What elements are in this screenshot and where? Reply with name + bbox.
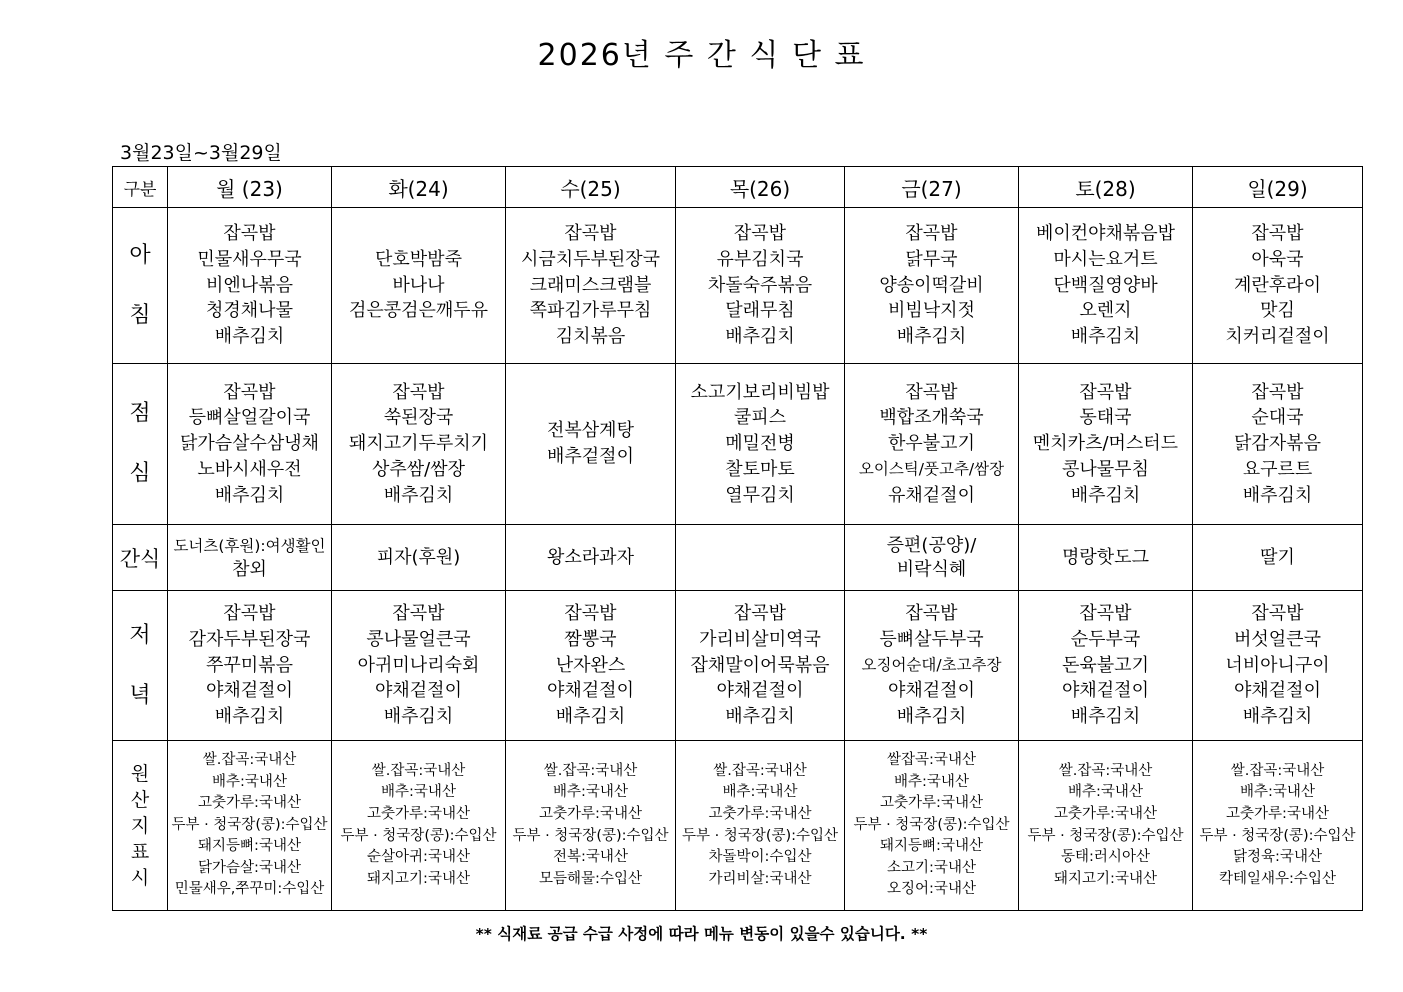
- menu-item: 시금치두부된장국: [520, 248, 661, 270]
- day-header: 일(29): [1193, 167, 1363, 208]
- origin-cell: [506, 741, 676, 911]
- menu-item: 오징어:국내산: [887, 881, 976, 898]
- menu-item: 잡채말이어묵볶음: [690, 654, 830, 676]
- meal-cell: [676, 208, 845, 364]
- page-title: 2026년 주 간 식 단 표: [537, 38, 866, 73]
- menu-item: 고춧가루:국내산: [1226, 805, 1329, 822]
- menu-item: 달래무침: [725, 300, 795, 322]
- menu-item: 돈육불고기: [1062, 654, 1149, 676]
- origin-cell: [332, 741, 506, 911]
- menu-item: 순대국: [1251, 407, 1304, 429]
- origin-cell: [1019, 741, 1193, 911]
- header-label: 구분: [113, 167, 168, 208]
- menu-item: 비빔낙지젓: [888, 300, 975, 322]
- menu-item: 도너츠(후원):여생활인: [173, 536, 326, 555]
- menu-item: 쌀.잡곡:국내산: [713, 762, 807, 779]
- menu-item: 두부 · 청국장(콩):수입산: [340, 827, 497, 844]
- menu-item: 두부 · 청국장(콩):수입산: [681, 827, 839, 844]
- menu-item: 쑥된장국: [383, 407, 454, 429]
- menu-item: 배추김치: [725, 326, 795, 348]
- dinner-row: [113, 591, 1363, 741]
- menu-item: 배추김치: [1242, 706, 1313, 728]
- meal-cell: [1193, 364, 1363, 525]
- menu-item: 메밀전병: [725, 433, 795, 455]
- meal-cell: [168, 591, 332, 741]
- menu-item: 배추김치: [214, 326, 285, 348]
- row-label-breakfast: 아 침: [113, 208, 168, 364]
- menu-item: 고춧가루:국내산: [539, 805, 642, 822]
- menu-item: 닭가슴살:국내산: [198, 859, 301, 876]
- menu-item: 유부김치국: [716, 248, 804, 270]
- menu-item: 오이스틱/풋고추/쌈장: [858, 459, 1005, 478]
- meal-cell: [332, 208, 506, 364]
- menu-item: 배추김치: [555, 706, 626, 728]
- breakfast-row: [113, 208, 1363, 364]
- menu-item: 순두부국: [1070, 628, 1141, 650]
- origin-cell: [845, 741, 1019, 911]
- day-header: 수(25): [506, 167, 676, 208]
- menu-item: 치커리겉절이: [1225, 326, 1330, 348]
- menu-item: 단백질영양바: [1053, 274, 1158, 296]
- menu-item: 증편(공양)/: [886, 534, 977, 556]
- menu-item: 배추:국내산: [1068, 784, 1143, 801]
- menu-item: 배추김치: [1070, 484, 1141, 506]
- menu-item: 칵테일새우:수입산: [1219, 870, 1336, 887]
- menu-item: 고춧가루:국내산: [367, 805, 470, 822]
- menu-item: 야채겉절이: [206, 680, 293, 702]
- menu-item: 비엔나볶음: [206, 274, 293, 296]
- lunch-row: [113, 364, 1363, 525]
- menu-item: 유채겉절이: [888, 484, 975, 506]
- day-header: 월 (23): [168, 167, 332, 208]
- meal-cell: [506, 364, 676, 525]
- menu-item: 콩나물무침: [1062, 458, 1149, 480]
- menu-item: 참외: [232, 558, 267, 580]
- menu-item: 등뼈살얼갈이국: [188, 407, 311, 429]
- menu-item: 배추김치: [214, 484, 285, 506]
- meal-cell: [332, 364, 506, 525]
- meal-cell: [845, 208, 1019, 364]
- menu-item: 두부 · 청국장(콩):수입산: [171, 816, 328, 833]
- menu-item: 잡곡밥: [392, 381, 445, 403]
- menu-item: 야채겉절이: [1234, 680, 1321, 702]
- meal-cell: [332, 591, 506, 741]
- menu-item: 배추:국내산: [381, 784, 456, 801]
- menu-item: 닭가슴살수삼냉채: [179, 433, 320, 455]
- menu-item: 비락식혜: [896, 558, 967, 580]
- menu-item: 잡곡밥: [733, 603, 787, 624]
- meal-cell: [1019, 364, 1193, 525]
- menu-item: 배추김치: [1242, 484, 1313, 506]
- menu-item: 순살아귀:국내산: [367, 849, 470, 866]
- menu-item: 백합조개쑥국: [879, 407, 984, 429]
- menu-item: 돼지고기두루치기: [348, 433, 489, 455]
- snack-cell: [1019, 525, 1193, 591]
- snack-cell: [1193, 525, 1363, 591]
- menu-item: 왕소라과자: [547, 546, 634, 568]
- meal-cell: [1019, 591, 1193, 741]
- menu-item: 멘치카츠/머스터드: [1032, 433, 1179, 455]
- menu-item: 단호박밤죽: [375, 248, 462, 270]
- menu-item: 모듬해물:수입산: [539, 870, 642, 887]
- menu-item: 잡곡밥: [1251, 223, 1304, 244]
- menu-item: 고춧가루:국내산: [198, 795, 301, 812]
- menu-item: 민물새우무국: [197, 248, 302, 270]
- menu-item: 쌀잡곡:국내산: [887, 751, 976, 768]
- snack-cell: [332, 525, 506, 591]
- menu-item: 닭무국: [905, 248, 958, 270]
- menu-item: 잡곡밥: [223, 381, 276, 403]
- menu-item: 배추김치: [896, 326, 967, 348]
- menu-item: 소고기:국내산: [887, 859, 976, 876]
- menu-item: 배추:국내산: [212, 773, 287, 790]
- menu-item: 오징어순대/초고추장: [861, 655, 1002, 674]
- menu-item: 야채겉절이: [716, 680, 804, 702]
- meal-cell: [845, 591, 1019, 741]
- snack-cell: [168, 525, 332, 591]
- menu-item: 찰토마토: [725, 458, 795, 480]
- menu-item: 잡곡밥: [1079, 603, 1132, 624]
- menu-item: 김치볶음: [555, 326, 626, 348]
- menu-item: 배추김치: [1070, 706, 1141, 728]
- menu-item: 쌀.잡곡:국내산: [1058, 762, 1153, 779]
- menu-item: 민물새우,쭈꾸미:수입산: [174, 881, 325, 898]
- menu-item: 돼지고기:국내산: [367, 870, 470, 887]
- menu-item: 돼지고기:국내산: [1054, 870, 1157, 887]
- menu-item: 너비아니구이: [1225, 654, 1330, 676]
- menu-item: 가리비살:국내산: [708, 870, 812, 887]
- menu-item: 바나나: [392, 274, 445, 296]
- menu-item: 배추김치: [1070, 326, 1141, 348]
- menu-item: 돼지등뼈:국내산: [880, 838, 983, 855]
- menu-item: 아욱국: [1251, 248, 1304, 270]
- menu-item: 야채겉절이: [375, 680, 462, 702]
- day-header: 금(27): [845, 167, 1019, 208]
- menu-item: 고춧가루:국내산: [1054, 805, 1157, 822]
- menu-item: 쌀.잡곡:국내산: [543, 762, 638, 779]
- menu-item: 고춧가루:국내산: [708, 805, 812, 822]
- menu-item: 배추김치: [214, 706, 285, 728]
- origin-row: [113, 741, 1363, 911]
- origin-cell: [1193, 741, 1363, 911]
- menu-item: 마시는요거트: [1053, 248, 1158, 270]
- menu-item: 쌀.잡곡:국내산: [202, 751, 297, 768]
- menu-item: 잡곡밥: [905, 223, 958, 244]
- menu-item: 배추:국내산: [553, 784, 628, 801]
- menu-item: 감자두부된장국: [188, 628, 311, 650]
- meal-cell: [506, 591, 676, 741]
- menu-item: 버섯얼큰국: [1234, 628, 1321, 650]
- menu-item: 야채겉절이: [1062, 680, 1149, 702]
- menu-item: 쌀.잡곡:국내산: [371, 762, 466, 779]
- meal-cell: [1193, 591, 1363, 741]
- menu-item: 등뼈살두부국: [879, 628, 984, 650]
- menu-item: 짬뽕국: [564, 628, 617, 650]
- weekly-menu-table: [112, 166, 1363, 911]
- menu-item: 야채겉절이: [547, 680, 634, 702]
- menu-item: 배추겉절이: [547, 446, 634, 467]
- menu-item: 두부 · 청국장(콩):수입산: [853, 816, 1010, 833]
- menu-item: 딸기: [1260, 546, 1295, 568]
- snack-row: [113, 525, 1363, 591]
- menu-item: 쿨피스: [733, 407, 787, 429]
- menu-item: 전복:국내산: [553, 849, 628, 866]
- menu-item: 두부 · 청국장(콩):수입산: [1199, 827, 1356, 844]
- menu-item: 난자완스: [555, 654, 626, 676]
- menu-item: 돼지등뼈:국내산: [198, 838, 301, 855]
- menu-item: 동태국: [1079, 407, 1132, 429]
- menu-item: 쪽파김가루무침: [529, 300, 652, 322]
- menu-item: 잡곡밥: [1251, 381, 1304, 403]
- meal-cell: [168, 208, 332, 364]
- row-label-dinner: 저 녁: [113, 591, 168, 741]
- menu-item: 잡곡밥: [564, 223, 617, 244]
- menu-item: 잡곡밥: [564, 603, 617, 624]
- menu-item: 배추:국내산: [722, 784, 798, 801]
- row-label-snack: 간식: [113, 525, 168, 591]
- menu-item: 가리비살미역국: [699, 628, 821, 650]
- day-header: 목(26): [676, 167, 845, 208]
- snack-cell: [845, 525, 1019, 591]
- menu-item: 닭감자볶음: [1234, 433, 1321, 455]
- menu-item: 청경채나물: [206, 300, 293, 322]
- menu-item: 두부 · 청국장(콩):수입산: [1027, 827, 1184, 844]
- menu-item: 콩나물얼큰국: [366, 628, 471, 650]
- menu-item: 고춧가루:국내산: [880, 795, 983, 812]
- header-row: [113, 167, 1363, 208]
- menu-item: 크래미스크램블: [529, 274, 652, 296]
- day-header: 화(24): [332, 167, 506, 208]
- menu-item: 열무김치: [725, 484, 795, 506]
- menu-item: 잡곡밥: [905, 381, 958, 403]
- origin-cell: [168, 741, 332, 911]
- menu-item: 오렌지: [1079, 300, 1132, 322]
- date-range: 3월23일~3월29일: [120, 142, 282, 164]
- menu-item: 동태:러시아산: [1061, 849, 1150, 866]
- menu-item: 베이컨야채볶음밥: [1035, 223, 1176, 244]
- menu-item: 두부 · 청국장(콩):수입산: [512, 827, 669, 844]
- menu-item: 잡곡밥: [1251, 603, 1304, 624]
- meal-cell: [506, 208, 676, 364]
- menu-item: 쭈꾸미볶음: [206, 654, 293, 676]
- menu-item: 야채겉절이: [888, 680, 975, 702]
- menu-item: 잡곡밥: [905, 603, 958, 624]
- menu-item: 계란후라이: [1234, 274, 1321, 296]
- menu-item: 한우불고기: [888, 433, 975, 455]
- day-header: 토(28): [1019, 167, 1193, 208]
- menu-item: 요구르트: [1242, 458, 1313, 480]
- meal-cell: [676, 364, 845, 525]
- menu-item: 잡곡밥: [223, 223, 276, 244]
- menu-item: 잡곡밥: [1079, 381, 1132, 403]
- menu-item: 피자(후원): [376, 546, 461, 568]
- footer-note: ** 식재료 공급 수급 사정에 따라 메뉴 변동이 있을수 있습니다. **: [475, 925, 928, 943]
- menu-item: 잡곡밥: [733, 223, 787, 244]
- menu-item: 배추:국내산: [894, 773, 969, 790]
- origin-cell: [676, 741, 845, 911]
- menu-item: 상추쌈/쌈장: [371, 458, 465, 480]
- menu-item: 노바시새우전: [197, 458, 302, 480]
- menu-item: 소고기보리비빔밥: [690, 381, 830, 403]
- row-label-origin: 원 산 지 표 시: [113, 741, 168, 911]
- meal-cell: [1019, 208, 1193, 364]
- menu-item: 전복삼계탕: [547, 420, 634, 442]
- meal-cell: [845, 364, 1019, 525]
- menu-item: 배추김치: [383, 484, 454, 506]
- menu-item: 배추김치: [383, 706, 454, 728]
- meal-cell: [1193, 208, 1363, 364]
- menu-item: 양송이떡갈비: [879, 274, 984, 296]
- menu-item: 잡곡밥: [392, 603, 445, 624]
- menu-item: 배추:국내산: [1240, 784, 1315, 801]
- menu-item: 차돌숙주볶음: [707, 274, 813, 296]
- menu-item: 배추김치: [725, 706, 795, 728]
- menu-item: 검은콩검은깨두유: [348, 300, 489, 322]
- row-label-lunch: 점 심: [113, 364, 168, 525]
- meal-cell: [168, 364, 332, 525]
- menu-item: 배추김치: [896, 706, 967, 728]
- snack-cell: [506, 525, 676, 591]
- menu-item: 명랑핫도그: [1062, 546, 1149, 568]
- meal-cell: [676, 591, 845, 741]
- menu-item: 잡곡밥: [223, 603, 276, 624]
- snack-cell: [676, 525, 845, 591]
- menu-item: 쌀.잡곡:국내산: [1230, 762, 1325, 779]
- menu-item: 차돌박이:수입산: [708, 849, 812, 866]
- menu-item: 아귀미나리숙회: [357, 654, 480, 676]
- menu-item: 닭정육:국내산: [1233, 849, 1322, 866]
- menu-item: 맛김: [1260, 300, 1295, 322]
